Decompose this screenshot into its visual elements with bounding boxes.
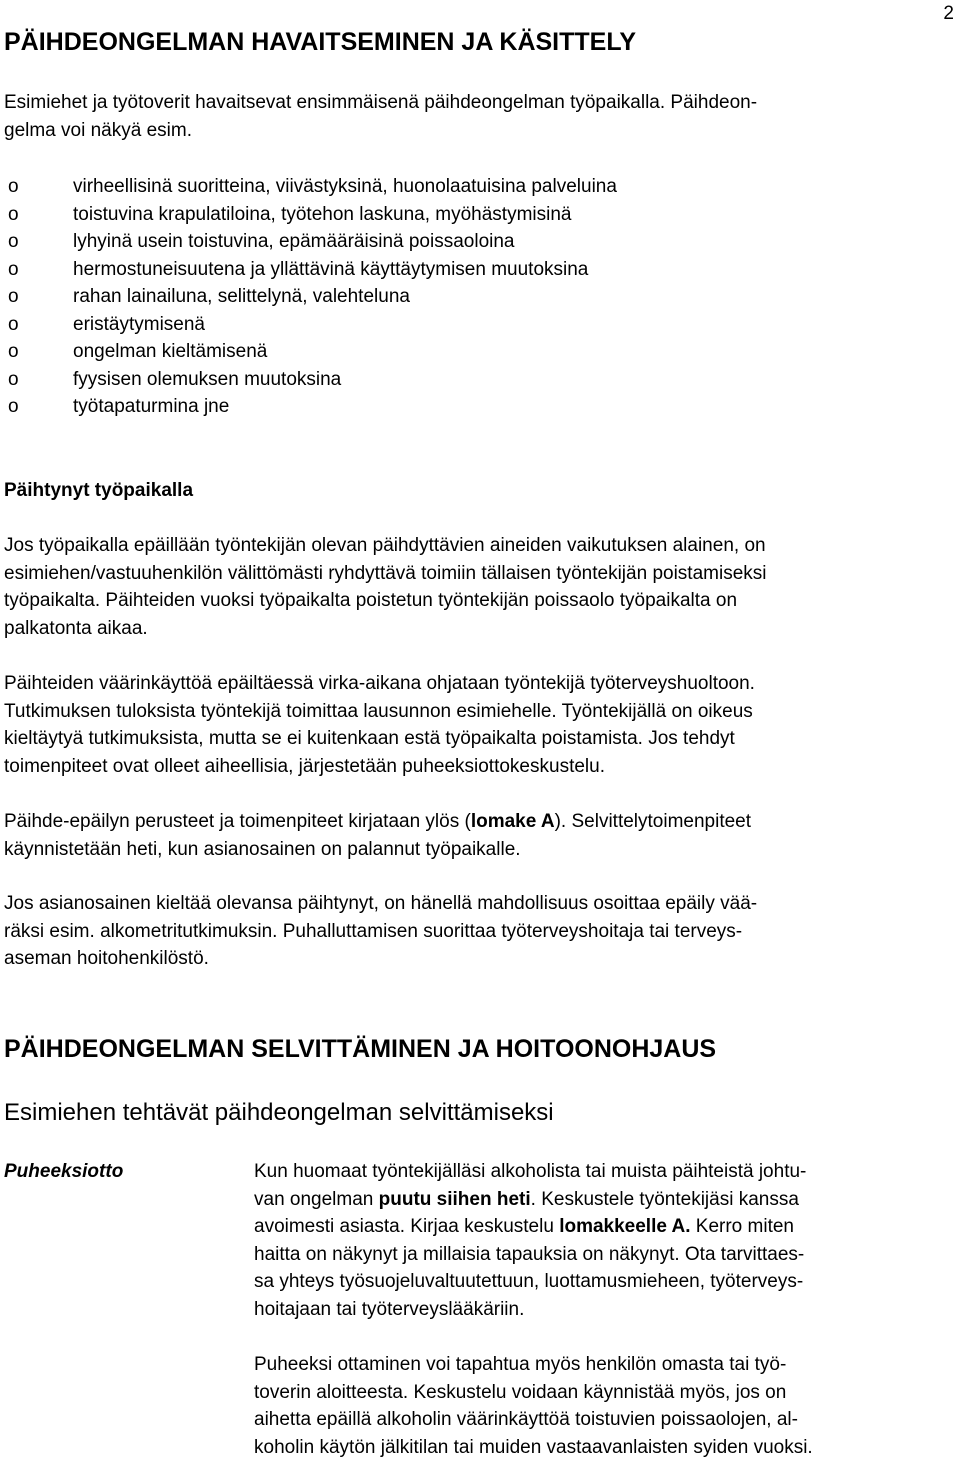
paragraph-line: Jos asianosainen kieltää olevansa päihtynyt, on hänellä mahdollisuus osoittaa epäily vää- bbox=[4, 893, 758, 914]
list-item bbox=[4, 173, 617, 201]
text-run: ). Selvittelytoimenpiteet bbox=[554, 811, 752, 832]
page-number: 2 bbox=[943, 3, 954, 24]
paragraph-line: koholin käytön jälkitilan tai muiden vastaavanlaisten syiden vuoksi. bbox=[254, 1436, 813, 1458]
list-item bbox=[4, 366, 617, 394]
bullet-marker: o bbox=[8, 341, 19, 362]
paragraph-line: aihetta epäillä alkoholin väärinkäyttöä toistuvien poissaolojen, al- bbox=[254, 1409, 798, 1430]
intoxicated-paragraph-3 bbox=[4, 808, 954, 863]
text-run: Päihde-epäilyn perusteet ja toimenpiteet kirjataan ylös ( bbox=[4, 811, 471, 832]
intoxicated-paragraph-4 bbox=[4, 890, 954, 973]
paragraph-line: toimenpiteet ovat olleet aiheellisia, järjestetään puheeksiottokeskustelu. bbox=[4, 755, 605, 777]
bullet-marker: o bbox=[8, 258, 19, 280]
puheeksiotto-paragraph-1 bbox=[254, 1158, 954, 1323]
list-item-text: työtapaturmina jne bbox=[73, 396, 230, 417]
paragraph-line: työpaikalta. Päihteiden vuoksi työpaikalta poistetun työntekijän poissaolo työpaikalta on bbox=[4, 590, 738, 611]
paragraph-line: käynnistetään heti, kun asianosainen on palannut työpaikalle. bbox=[4, 838, 521, 860]
list-item bbox=[4, 256, 617, 284]
paragraph-line bbox=[254, 1186, 954, 1214]
list-item-text: eristäytymisenä bbox=[73, 313, 205, 335]
list-item bbox=[4, 228, 617, 256]
intoxicated-paragraph-2 bbox=[4, 670, 954, 780]
text-run: . Keskustele työntekijäsi kanssa bbox=[530, 1188, 799, 1210]
bullet-marker: o bbox=[8, 176, 19, 197]
form-reference: lomakkeelle A. bbox=[559, 1216, 691, 1237]
list-item-text: toistuvina krapulatiloina, työtehon laskuna, myöhästymisinä bbox=[73, 203, 572, 225]
list-item bbox=[4, 311, 617, 339]
form-reference: lomake A bbox=[470, 811, 555, 832]
intro-line: Esimiehet ja työtoverit havaitsevat ensimmäisenä päihdeongelman työpaikalla. Päihdeon- bbox=[4, 92, 758, 113]
paragraph-line: hoitajaan tai työterveyslääkäriin. bbox=[254, 1298, 525, 1320]
intoxicated-heading: Päihtynyt työpaikalla bbox=[4, 480, 194, 501]
list-item bbox=[4, 393, 617, 421]
list-item-text: hermostuneisuutena ja yllättävinä käyttäytymisen muutoksina bbox=[73, 258, 589, 280]
section-subtitle: Esimiehen tehtävät päihdeongelman selvittämiseksi bbox=[4, 1099, 554, 1126]
bullet-marker: o bbox=[8, 231, 19, 252]
paragraph-line: Puheeksi ottaminen voi tapahtua myös henkilön omasta tai työ- bbox=[254, 1354, 787, 1375]
paragraph-line: toverin aloitteesta. Keskustelu voidaan käynnistää myös, jos on bbox=[254, 1381, 787, 1403]
symptom-list bbox=[4, 173, 617, 421]
paragraph-line: Jos työpaikalla epäillään työntekijän olevan päihdyttävien aineiden vaikutuksen alainen, on bbox=[4, 535, 766, 556]
list-item-text: fyysisen olemuksen muutoksina bbox=[73, 368, 342, 390]
intro-line: gelma voi näkyä esim. bbox=[4, 119, 192, 141]
list-item-text: ongelman kieltämisenä bbox=[73, 341, 268, 362]
side-label-puheeksiotto: Puheeksiotto bbox=[4, 1161, 124, 1182]
paragraph-line: aseman hoitohenkilöstö. bbox=[4, 948, 209, 969]
bullet-marker: o bbox=[8, 368, 19, 390]
section-title-resolution: PÄIHDEONGELMAN SELVITTÄMINEN JA HOITOONOHJAUS bbox=[4, 1035, 717, 1063]
paragraph-line bbox=[254, 1213, 954, 1241]
text-run: Kerro miten bbox=[690, 1216, 794, 1237]
list-item bbox=[4, 283, 617, 311]
bullet-marker: o bbox=[8, 203, 19, 225]
text-run: van ongelman bbox=[254, 1188, 379, 1210]
bullet-marker: o bbox=[8, 313, 19, 335]
paragraph-line: Päihteiden väärinkäyttöä epäiltäessä virka-aikana ohjataan työntekijä työterveyshuoltoon. bbox=[4, 673, 755, 694]
puheeksiotto-paragraph-2 bbox=[254, 1351, 954, 1461]
list-item-text: rahan lainailuna, selittelynä, valehteluna bbox=[73, 286, 410, 307]
bullet-marker: o bbox=[8, 286, 19, 307]
emphasis: puutu siihen heti bbox=[378, 1188, 531, 1210]
paragraph-line: haitta on näkynyt ja millaisia tapauksia on näkynyt. Ota tarvittaes- bbox=[254, 1243, 805, 1265]
paragraph-line: Tutkimuksen tuloksista työntekijä toimittaa lausunnon esimiehelle. Työntekijällä on oikeus bbox=[4, 700, 753, 722]
list-item bbox=[4, 201, 617, 229]
paragraph-line bbox=[4, 808, 954, 836]
paragraph-line: räksi esim. alkometritutkimuksin. Puhalluttamisen suorittaa työterveyshoitaja tai terveys- bbox=[4, 920, 743, 942]
list-item bbox=[4, 338, 617, 366]
list-item-text: lyhyinä usein toistuvina, epämääräisinä poissaoloina bbox=[73, 231, 515, 252]
paragraph-line: sa yhteys työsuojeluvaltuutettuun, luottamusmieheen, työterveys- bbox=[254, 1271, 804, 1292]
bullet-marker: o bbox=[8, 396, 19, 417]
intro-paragraph bbox=[4, 89, 954, 144]
section-title-detection: PÄIHDEONGELMAN HAVAITSEMINEN JA KÄSITTELY bbox=[4, 28, 636, 56]
paragraph-line: Kun huomaat työntekijälläsi alkoholista tai muista päihteistä johtu- bbox=[254, 1161, 807, 1182]
paragraph-line: esimiehen/vastuuhenkilön välittömästi ryhdyttävä toimiin tällaisen työntekijän poistamiseksi bbox=[4, 562, 767, 584]
intoxicated-paragraph-1 bbox=[4, 532, 954, 642]
paragraph-line: palkatonta aikaa. bbox=[4, 617, 148, 639]
list-item-text: virheellisinä suoritteina, viivästyksinä, huonolaatuisina palveluina bbox=[73, 176, 617, 197]
paragraph-line: kieltäytyä tutkimuksista, mutta se ei kuitenkaan estä työpaikalta poistamista. Jos tehdyt bbox=[4, 728, 735, 749]
text-run: avoimesti asiasta. Kirjaa keskustelu bbox=[254, 1216, 560, 1237]
